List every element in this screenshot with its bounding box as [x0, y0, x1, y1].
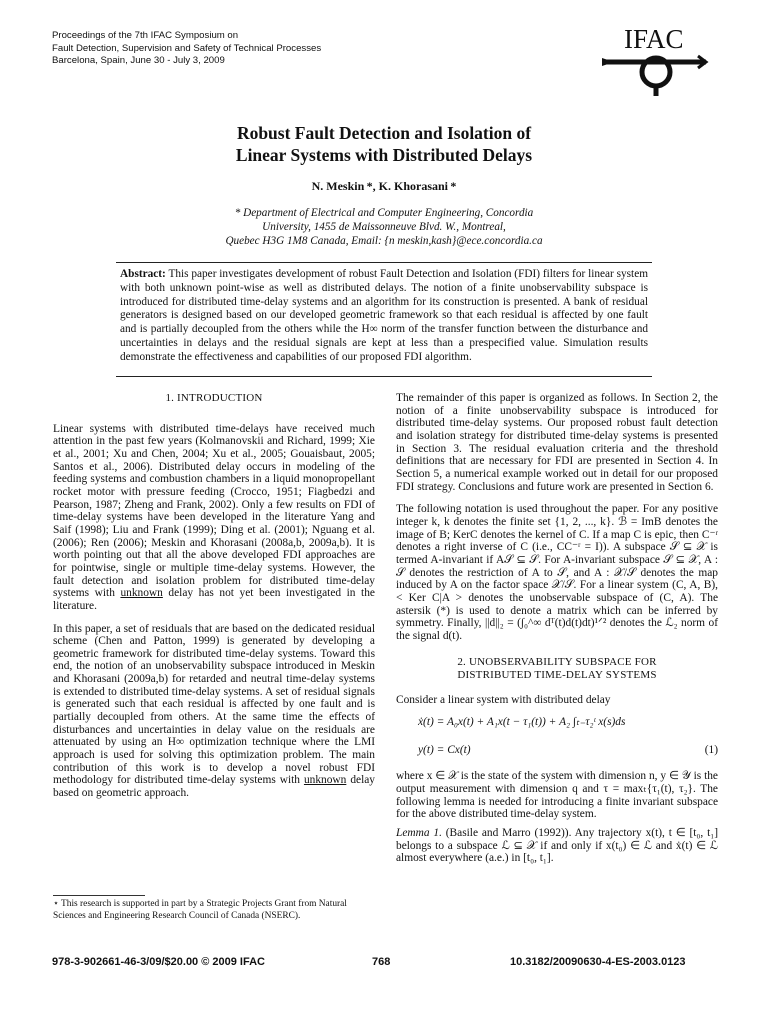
footnote: ⋆ This research is supported in part by a Strategic Projects Grant from Natural Sciences and Engineering Research Council of Canada (NSERC).	[53, 899, 347, 922]
system-intro: Consider a linear system with distributed delay	[396, 693, 611, 706]
section-heading	[396, 656, 718, 681]
abstract-top-rule	[116, 262, 652, 263]
proceedings-line: Barcelona, Spain, June 30 - July 3, 2009	[52, 55, 225, 66]
system-description: where x ∈ 𝒳 is the state of the system with dimension n, y ∈ 𝒴 is the output measurement with dimension q and τ = maxₜ{τ₁(t), τ₂}. The following lemma is needed for introducing a finite invariant subspace for the above distributed time-delay system.	[396, 770, 718, 821]
title-line: Linear Systems with Distributed Delays	[235, 145, 533, 165]
lemma-text: (Basile and Marro (1992)). Any trajectory x(t), t ∈ [t₀, t₁] belongs to a subspace ℒ ⊆ 𝒳 if and only if x(t₀) ∈ ℒ and ẋ(t) ∈ ℒ almost everywhere (a.e.) in [t₀, t₁].	[396, 827, 718, 865]
abstract-bottom-rule	[116, 376, 652, 377]
underlined-word: unknown	[120, 587, 163, 600]
lemma-1	[396, 827, 718, 865]
right-column	[396, 392, 718, 875]
proceedings-header	[52, 30, 321, 68]
equation-state: ẋ(t) = A₀x(t) + A₁x(t − τ₁(t)) + A₂ ∫ₜ₋τ₂ᵗ x(s)ds	[418, 716, 626, 729]
left-column	[53, 392, 375, 810]
abstract-text: This paper investigates development of robust Fault Detection and Isolation (FDI) filters for linear system with both unknown point-wise as well as distributed delays. The notion of a finite unobservability subspace is introduced for distributed time-delay systems and an algorithm for its construction is presented. A bank of residual generators is designed based on our developed geometric framework so that each residual is affected by one fault and is partially decoupled from the others while the H∞ norm of the transfer function between the disturbance and uncertainties in delays and the residual signals are kept at less than a prespecified value. Simulation results demonstrate the effectiveness and capabilities of our proposed FDI algorithm.	[120, 268, 649, 363]
authors: N. Meskin *, K. Khorasani *	[311, 179, 457, 193]
ifac-logo-text: IFAC	[624, 24, 684, 54]
affiliation-line: University, 1455 de Maissonneuve Blvd. W., Montreal,	[262, 221, 506, 233]
abstract	[120, 268, 648, 365]
page-footer	[0, 956, 768, 972]
footer-page-number: 768	[372, 956, 391, 968]
proceedings-line: Fault Detection, Supervision and Safety of Technical Processes	[52, 42, 322, 54]
intro-text: delay has not yet been investigated in the literature.	[53, 587, 375, 612]
paper-title	[0, 122, 768, 166]
underlined-word: unknown	[303, 774, 347, 787]
affiliation	[0, 206, 768, 248]
proceedings-line: Proceedings of the 7th IFAC Symposium on	[52, 30, 239, 41]
organization-paragraph: The remainder of this paper is organized as follows. In Section 2, the notion of a finite unobservability subspace is introduced for distributed time-delay systems. Our proposed robust fault detection and isolation strategy for distributed time-delay systems is presented in Section 3. The residual evaluation criteria and the threshold definitions that are necessary for FDI are presented in Section 4. In Section 5, a numerical example worked out in detail for our proposed FDI strategy. Conclusions and future work are presented in Section 6.	[396, 392, 718, 493]
footer-isbn: 978-3-902661-46-3/09/$20.00 © 2009 IFAC	[52, 956, 265, 968]
footer-doi: 10.3182/20090630-4-ES-2003.0123	[510, 956, 686, 968]
section-heading-line: 2. UNOBSERVABILITY SUBSPACE FOR	[457, 656, 657, 669]
section-heading-line: DISTRIBUTED TIME-DELAY SYSTEMS	[457, 669, 657, 682]
ifac-logo	[594, 22, 718, 98]
notation-paragraph: The following notation is used throughout the paper. For any positive integer k, k denotes the finite set {1, 2, ..., k}. ℬ = ImB denotes the image of B; KerC denotes the kernel of C. If a map C is epic, then C⁻ʳ denotes a right inverse of C (i.e., CC⁻ʳ = I)). A subspace 𝒮 ⊆ 𝒳 is termed A-invariant if A𝒮 ⊆ 𝒮. For A-invariant subspace 𝒮 ⊆ 𝒳, A : 𝒮 denotes the restriction of A to 𝒮, and A : 𝒳/𝒮 denotes the map induced by A on the factor space 𝒳/𝒮. For a linear system (C, A, B), < Ker C|A > denotes the unobservable subspace of (C, A). The astersik (*) is used to denote a matrix which can be inferred by symmetry. Finally, ||d||₂ = (∫₀^∞ dᵀ(t)d(t)dt)¹ᐟ² denotes the ℒ₂ norm of the signal d(t).	[396, 503, 718, 642]
intro-paragraph-1	[53, 423, 375, 613]
section-heading: 1. INTRODUCTION	[165, 392, 263, 404]
intro-text: In this paper, a set of residuals that are based on the dedicated residual scheme (Chen and Patton, 1999) is generated by developing a geometric framework for distributed time-delay systems. Toward this end, the notion of an unobservability subspace introduced in Meskin and Khorasani (2009a,b) for retarded and neutral time-delay systems is extended to distributed time-delay systems. A set of residual signals is generated such that each residual is affected by one fault and is partially decoupled from others. At the same time the effects of disturbances and uncertainties in delay value on the residuals are attenuated by using an H∞ optimization technique where the LMI approach is used for solving this optimization problem. The main contribution of this work is to develop a novel robust FDI methodology for distributed time-delay systems with	[53, 622, 375, 787]
equation-number: (1)	[704, 744, 718, 757]
equation-output: y(t) = Cx(t)	[418, 744, 471, 757]
title-line: Robust Fault Detection and Isolation of	[236, 123, 532, 143]
intro-text: Linear systems with distributed time-delays have received much attention in the past few years (Kolmanovskii and Richard, 1999; Xie et al., 2001; Xu and Chen, 2004; Xu et al., 2005; Gouaisbaut, 2005; Santos et al., 2006). Distributed delay occurs in modeling of the feeding systems and combustion chambers in a liquid monopropellant rocket motor with pressure feeding (Crocco, 1951; Fiagbedzi and Pearson, 1987; Zheng and Frank, 2002). Only a few results on FDI of time-delay systems have been developed in the literature Yang and Saif (1998); Liu and Frank (1999); Ding et al. (2001); Nguang et al. (2006); Ren (2006); Meskin and Khorasani (2008a,b, 2009a,b). It is worth pointing out that all the above developed FDI approaches are for pointwise, single or multiple time-delay systems. However, the fault detection and isolation problem for distributed time-delay systems with	[53, 422, 375, 600]
footnote-rule	[53, 895, 145, 896]
lemma-label: Lemma 1.	[396, 827, 442, 840]
intro-paragraph-2	[53, 623, 375, 800]
affiliation-line: * Department of Electrical and Computer Engineering, Concordia	[234, 207, 534, 219]
intro-text: delay based on geometric approach.	[53, 774, 375, 800]
abstract-label: Abstract:	[120, 268, 166, 280]
equation-1	[396, 710, 718, 764]
affiliation-line: Quebec H3G 1M8 Canada, Email: {n meskin,kash}@ece.concordia.ca	[225, 235, 543, 247]
